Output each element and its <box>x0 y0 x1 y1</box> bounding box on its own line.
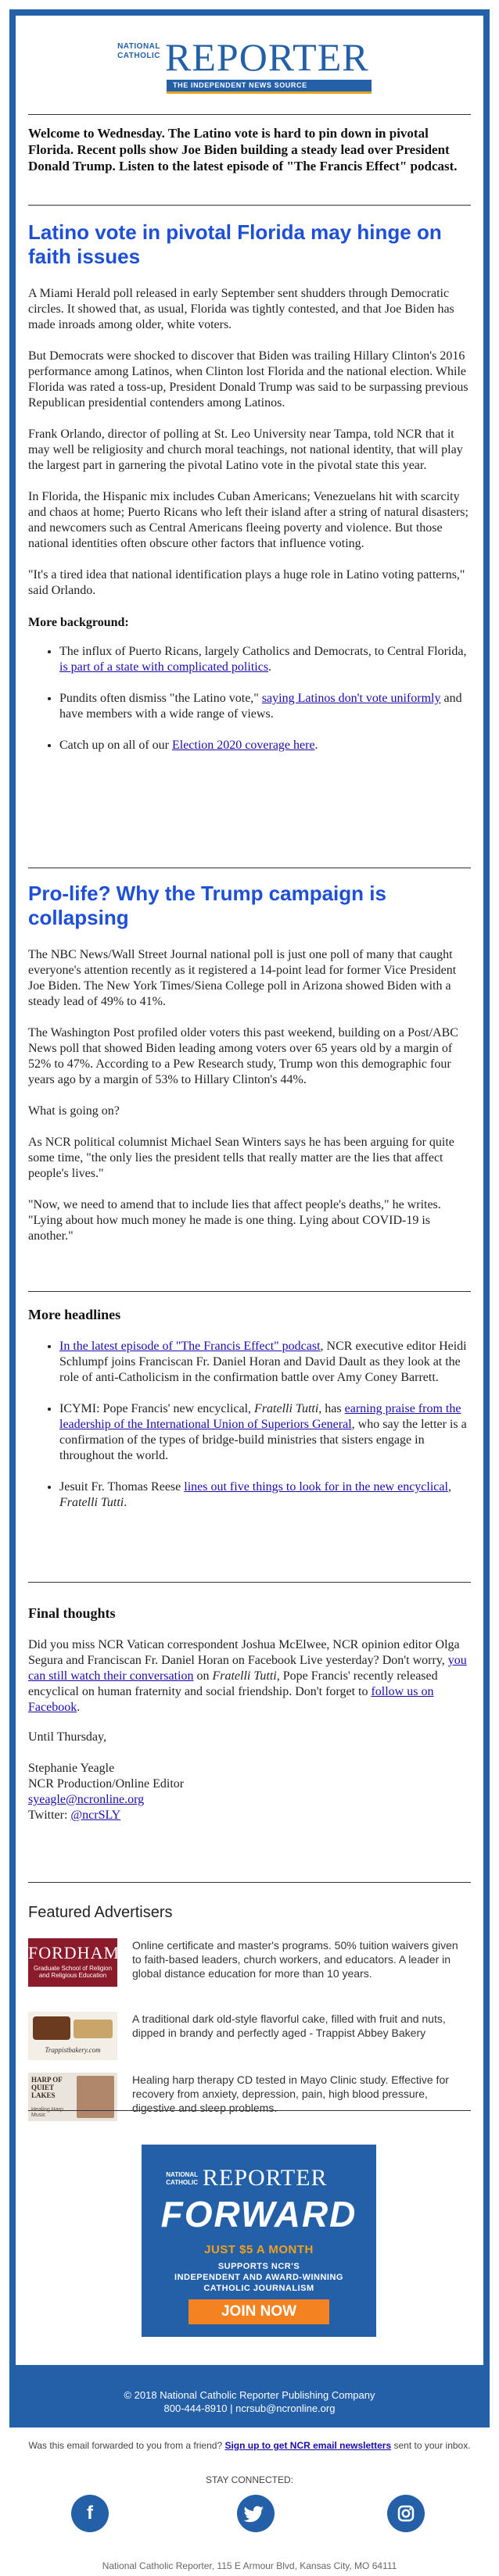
ncr-logo[interactable] <box>115 28 373 92</box>
logo-tagline: THE INDEPENDENT NEWS SOURCE <box>167 80 372 91</box>
paragraph: The NBC News/Wall Street Journal national poll is just one poll of many that caught everyone's attention recently as it registered a 14-point lead for former Vice President Joe Biden. The New York Times/Siena College poll in Arizona showed Biden with a steady lead of 49% to 41%. <box>28 948 457 1008</box>
paragraph: A Miami Herald poll released in early September sent shudders through Democratic circles. It showed that, as usual, Florida was tightly contested, and that Joe Biden has made inroads among older, white voters. <box>28 287 454 331</box>
praise-link[interactable]: earning praise from the leadership of the International Union of Superiors General <box>59 1402 461 1431</box>
paragraph: "Now, we need to amend that to include lies that affect people's deaths," he writes. "Lying about how much money he made is one thing. Lying about COVID-19 is another." <box>28 1198 441 1243</box>
final-thoughts: Final thoughts Did you miss NCR Vatican correspondent Joshua McElwee, NCR opinion editor Olga Segura and Franciscan Fr. Daniel Horan on Facebook Live yesterday? Don't worry, you can still watch their conversation on Fratelli Tutti, Pope Francis' recently released encyclical on human fraternity and social friendship. Don't forget to follow us on Facebook. Until Thursday, Stephanie Yeagle NCR Production/Online Editor syeagle@ncronline.org Twitter: @ncrSLY <box>28 1605 471 1823</box>
twitter-icon[interactable] <box>237 2495 275 2532</box>
divider <box>28 1882 471 1883</box>
trappist-ad-image[interactable]: Trappistbakery.com <box>28 2012 117 2060</box>
more-headlines-heading: More headlines <box>28 1307 121 1322</box>
harpist-photo <box>77 2076 114 2118</box>
forwarded-notice: Was this email forwarded to you from a friend? Sign up to get NCR email newsletters sent to your inbox. <box>28 2440 471 2451</box>
ad-text: Healing harp therapy CD tested in Mayo Clinic study. Effective for recovery from anxiety, depression, pain, high blood pressure, digestive and sleep problems. <box>132 2073 449 2114</box>
divider <box>28 205 471 206</box>
list-item: • The influx of Puerto Ricans, largely Catholics and Democrats, to Central Florida, is part of a state with complicated politics. <box>59 644 471 675</box>
divider <box>28 1291 471 1292</box>
more-headlines <box>28 1307 471 1526</box>
signature-role: NCR Production/Online Editor <box>28 1777 185 1791</box>
intro-text: Welcome to Wednesday. The Latino vote is hard to pin down in pivotal Florida. Recent polls show Joe Biden building a steady lead over President Donald Trump. Listen to the latest episode of "The Francis Effect" podcast. <box>28 126 458 174</box>
divider <box>28 2110 471 2111</box>
logo-reporter: REPORTER <box>165 35 369 79</box>
ad-text: Online certificate and master's programs. 50% tuition waivers given to faith-based leaders, church workers, and educators. A leader in global distance education for more than 10 years. <box>132 1939 458 1980</box>
paragraph: In Florida, the Hispanic mix includes Cuban Americans; Venezuelans hit with scarcity and chaos at home; Puerto Ricans who left their island after a string of natural disasters; and newcomers such as Central Americans fleeing poverty and violence. But those national identities often obscure other factors that influence voting. <box>28 490 468 550</box>
footer-band <box>9 2365 490 2428</box>
story-pro-life <box>28 882 471 1244</box>
encyclical-link[interactable]: lines out five things to look for in the new encyclical <box>184 1480 448 1494</box>
more-background-heading: More background: <box>28 616 129 629</box>
instagram-icon[interactable] <box>387 2495 425 2532</box>
story-title[interactable]: Latino vote in pivotal Florida may hinge on faith issues <box>28 220 442 268</box>
forward-price: JUST $5 A MONTH <box>204 2243 314 2256</box>
paragraph: Did you miss NCR Vatican correspondent Joshua McElwee, NCR opinion editor Olga Segura and Franciscan Fr. Daniel Horan on Facebook Live yesterday? Don't worry, you can still watch their conversation on Fratelli Tutti, Pope Francis' recently released encyclical on human fraternity and social friendship. Don't forget to follow us on Facebook. <box>28 1638 467 1714</box>
facebook-icon[interactable]: f <box>71 2495 109 2532</box>
featured-advertisers-heading: Featured Advertisers <box>28 1904 173 1921</box>
list-item: • Pundits often dismiss "the Latino vote," saying Latinos don't vote uniformly and have members with a wide range of views. <box>59 691 471 722</box>
fordham-ad-image[interactable]: FORDHAM Graduate School of Religion and Religious Education <box>28 1938 117 1987</box>
twitter-bird-glyph <box>237 2495 275 2532</box>
divider <box>28 114 471 115</box>
fruitcake-image <box>33 2016 70 2040</box>
ad-text: A traditional dark old-style flavorful cake, filled with fruit and nuts, dipped in brandy and perfectly aged - Trappist Abbey Bakery <box>132 2012 446 2039</box>
latinos-vote-link[interactable]: saying Latinos don't vote uniformly <box>261 692 441 705</box>
join-now-button[interactable]: JOIN NOW <box>188 2299 329 2324</box>
stay-connected-label: STAY CONNECTED: <box>205 2474 293 2485</box>
story-title[interactable]: Pro-life? Why the Trump campaign is collapsing <box>28 882 386 929</box>
background-list <box>28 644 471 753</box>
logo-gold-stripe <box>167 91 372 94</box>
paragraph: As NCR political columnist Michael Sean Winters says he has been arguing for quite some time, "the only lies the president tells that really matter are the lies that affect people's lives." <box>28 1136 454 1180</box>
signup-link[interactable]: Sign up to get NCR email newsletters <box>224 2440 392 2451</box>
copyright: © 2018 National Catholic Reporter Publishing Company <box>124 2389 375 2401</box>
podcast-link[interactable]: In the latest episode of "The Francis Effect" podcast <box>59 1340 321 1353</box>
forward-title: FORWARD <box>160 2194 357 2234</box>
puerto-rico-link[interactable]: is part of a state with complicated politics <box>59 660 269 674</box>
paragraph: The Washington Post profiled older voters this past weekend, building on a Post/ABC News poll that showed Biden leading among voters over 65 years old by a margin of 52% to 47%. According to a Pew Research study, Trump won this demographic four years ago by a margin of 53% to Hillary Clinton's 44%. <box>28 1026 458 1086</box>
list-item: • In the latest episode of "The Francis Effect" podcast, NCR executive editor Heidi Schlumpf joins Franciscan Fr. Daniel Horan and David Dault as they look at the role of anti-Catholicism in the confirmation battle over Amy Coney Barrett. <box>59 1339 471 1386</box>
final-thoughts-heading: Final thoughts <box>28 1605 116 1621</box>
paragraph: But Democrats were shocked to discover that Biden was trailing Hillary Clinton's 2016 performance among Latinos, when Clinton lost Florida and the national election. While Florida was rated a toss-up, President Donald Trump was said to be surpassing previous Republican presidential contenders among Latinos. <box>28 349 468 410</box>
contact-info: 800-444-8910 | ncrsub@ncronline.org <box>163 2402 336 2414</box>
fruitcake-box-image <box>74 2020 113 2038</box>
email-link[interactable]: syeagle@ncronline.org <box>28 1793 145 1806</box>
list-item: • ICYMI: Pope Francis' new encyclical, Fratelli Tutti, has earning praise from the leadership of the International Union of Superiors General, who say the letter is a confirmation of the types of bridge-build ministries that sisters engage in throughout the world. <box>59 1401 471 1464</box>
facebook-follow-link[interactable]: follow us on Facebook <box>28 1685 434 1714</box>
closing: Until Thursday, <box>28 1730 106 1744</box>
paragraph: "It's a tired idea that national identification plays a huge role in Latino voting patterns," said Orlando. <box>28 568 465 597</box>
story-latino-vote <box>28 220 471 769</box>
logo-national: NATIONAL CATHOLIC <box>117 42 160 60</box>
list-item: • Jesuit Fr. Thomas Reese lines out five things to look for in the new encyclical, Fratelli Tutti. <box>59 1479 471 1511</box>
divider <box>28 1582 471 1583</box>
paragraph: Frank Orlando, director of polling at St. Leo University near Tampa, told NCR that it may well be religiosity and church moral teachings, not national identity, that will play the largest part in garnering the pivotal Latino vote in the pivotal state this year. <box>28 428 463 472</box>
list-item: • Catch up on all of our Election 2020 coverage here. <box>59 738 471 753</box>
paragraph: What is going on? <box>28 1104 120 1118</box>
instagram-glyph <box>387 2495 425 2532</box>
ncr-forward-banner[interactable]: NATIONAL CATHOLIC REPORTER FORWARD JUST $5 A MONTH SUPPORTS NCR'S INDEPENDENT AND AWARD-WINNING CATHOLIC JOURNALISM JOIN NOW <box>142 2145 376 2337</box>
signature-name: Stephanie Yeagle <box>28 1762 115 1775</box>
election-coverage-link[interactable]: Election 2020 coverage here <box>171 739 315 752</box>
twitter-handle-link[interactable]: @ncrSLY <box>70 1809 121 1822</box>
mailing-address: National Catholic Reporter, 115 E Armour Blvd, Kansas City, MO 64111 <box>102 2560 397 2571</box>
watch-conversation-link[interactable]: you can still watch their conversation <box>28 1654 467 1683</box>
headlines-list <box>28 1339 471 1511</box>
harp-ad-image[interactable]: HARP OF QUIET LAKES Healing Harp Music <box>28 2073 117 2121</box>
